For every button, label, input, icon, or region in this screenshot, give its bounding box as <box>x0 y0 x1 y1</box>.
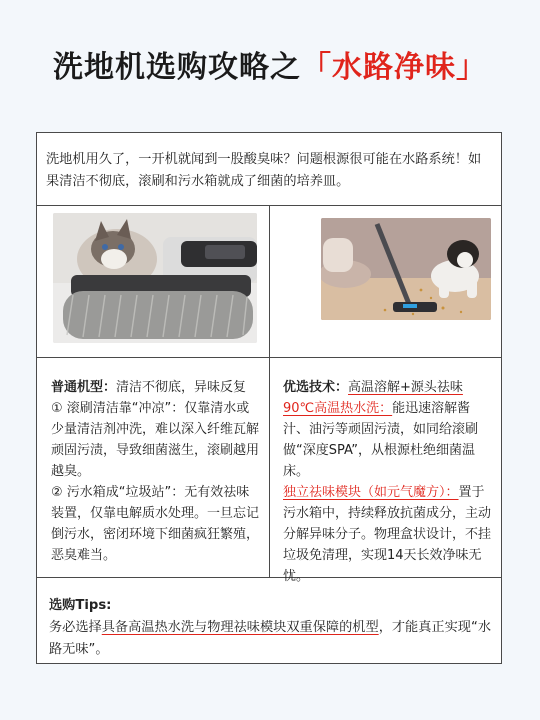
standard-model-cell <box>51 377 261 566</box>
tips-section <box>49 595 497 661</box>
comparison-table <box>36 132 502 664</box>
tips-heading: 选购Tips: <box>49 598 112 613</box>
preferred-heading: 优选技术： <box>283 380 349 395</box>
title-highlight: 「水路净味」 <box>301 50 487 85</box>
hot-water-label: 90℃高温热水洗： <box>283 401 393 416</box>
hot-water-text: 能迅速溶解酱汁、油污等顽固污渍，如同给滚刷做“深度SPA”，从根源杜绝细菌温床。 <box>283 401 479 479</box>
odor-module-label: 独立祛味模块（如元气魔方）： <box>283 485 459 500</box>
preferred-tech-cell <box>283 377 495 587</box>
standard-point-2: ② 污水箱成“垃圾站”：无有效祛味装置，仅靠电解质水处理。一旦忘记倒污水，密闭环境下细菌疯狂繁殖，恶臭难当。 <box>51 485 260 563</box>
standard-point-1: ① 滚刷清洁靠“冲凉”：仅靠清水或少量清洁剂冲洗，难以深入纤维瓦解顽固污渍，导致细菌滋生，滚刷越用越臭。 <box>51 401 260 479</box>
tips-post: ，才能真正实现“水路无味”。 <box>49 620 492 657</box>
column-divider <box>269 205 270 577</box>
odor-module-text: 置于污水箱中，持续释放抗菌成分，主动分解异味分子。物理盒状设计，不挂垃圾免清理，实现14天长效净味无忧。 <box>283 485 492 584</box>
intro-text: 洗地机用久了，一开机就闻到一股酸臭味？问题根源很可能在水路系统！如果清洁不彻底，滚刷和污水箱就成了细菌的培养皿。 <box>46 152 482 189</box>
standard-heading-text: 清洁不彻底，异味反复 <box>116 380 247 395</box>
standard-heading: 普通机型： <box>51 380 117 395</box>
title-prefix: 洗地机选购攻略之 <box>53 50 301 85</box>
tips-pre: 务必选择 <box>49 620 102 635</box>
tips-emphasis: 具备高温热水洗与物理祛味模块双重保障的机型 <box>101 620 379 635</box>
cat-roller-photo <box>53 213 257 343</box>
dog-floor-washer-photo <box>321 218 491 320</box>
preferred-heading-text: 高温溶解+源头祛味 <box>348 380 463 395</box>
page-title <box>0 48 540 88</box>
